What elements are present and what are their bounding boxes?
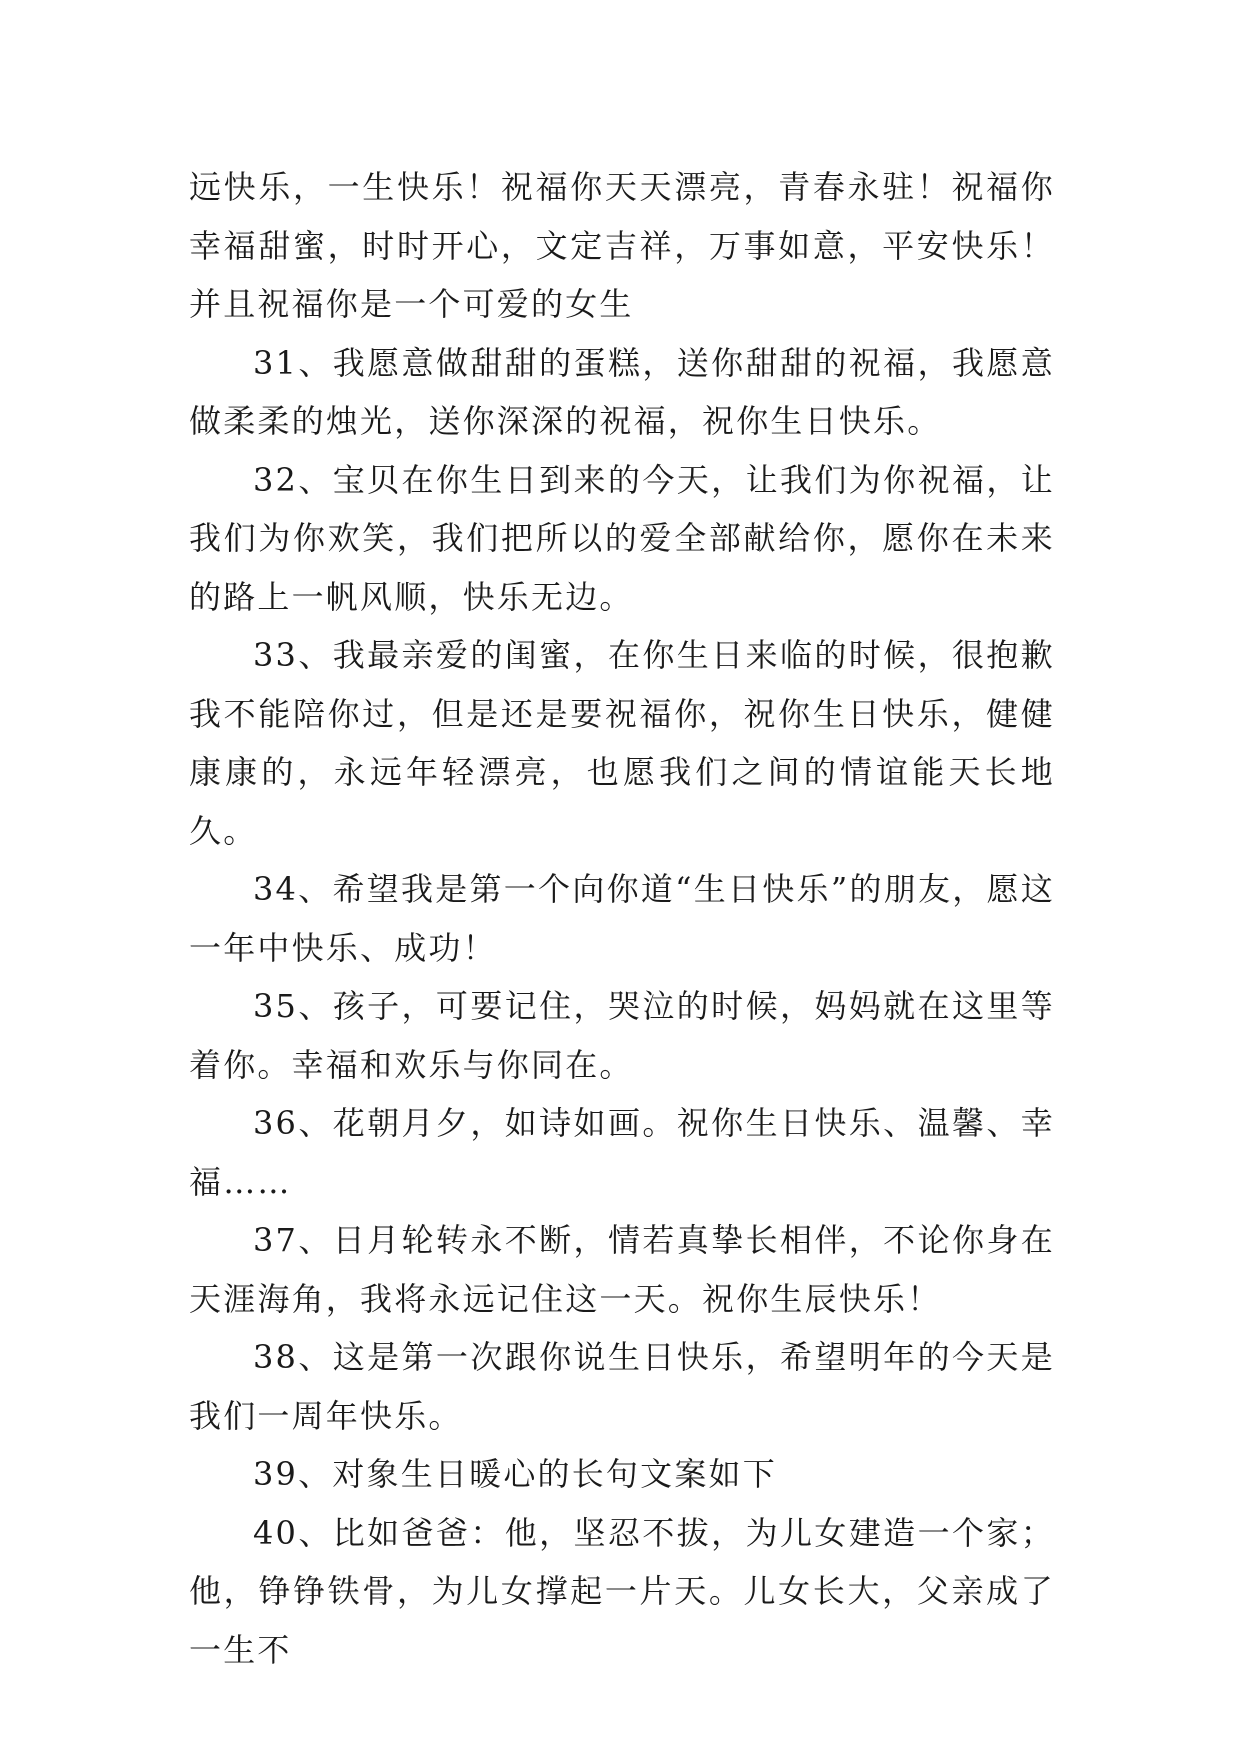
paragraph-33: 33、我最亲爱的闺蜜，在你生日来临的时候，很抱歉我不能陪你过，但是还是要祝福你，祝你生日快乐，健健康康的，永远年轻漂亮，也愿我们之间的情谊能天长地久。: [189, 636, 1055, 850]
paragraph-continuation: 远快乐，一生快乐！祝福你天天漂亮，青春永驻！祝福你幸福甜蜜，时时开心，文定吉祥，万事如意，平安快乐！并且祝福你是一个可爱的女生: [189, 168, 1055, 323]
paragraph-38: 38、这是第一次跟你说生日快乐，希望明年的今天是我们一周年快乐。: [189, 1338, 1055, 1435]
paragraph-36: 36、花朝月夕，如诗如画。祝你生日快乐、温馨、幸福……: [189, 1104, 1055, 1201]
paragraph-40: 40、比如爸爸：他，坚忍不拔，为儿女建造一个家；他，铮铮铁骨，为儿女撑起一片天。儿女长大，父亲成了一生不: [189, 1513, 1055, 1669]
paragraph-39: 39、对象生日暖心的长句文案如下: [253, 1455, 777, 1493]
paragraph-32: 32、宝贝在你生日到来的今天，让我们为你祝福，让我们为你欢笑，我们把所以的爱全部献给你，愿你在未来的路上一帆风顺，快乐无边。: [189, 460, 1055, 616]
paragraph-37: 37、日月轮转永不断，情若真挚长相伴，不论你身在天涯海角，我将永远记住这一天。祝你生辰快乐！: [189, 1221, 1055, 1318]
paragraph-31: 31、我愿意做甜甜的蛋糕，送你甜甜的祝福，我愿意做柔柔的烛光，送你深深的祝福，祝你生日快乐。: [189, 343, 1055, 440]
paragraph-35: 35、孩子，可要记住，哭泣的时候，妈妈就在这里等着你。幸福和欢乐与你同在。: [189, 987, 1055, 1084]
document-body: [189, 158, 1055, 1679]
paragraph-34: 34、希望我是第一个向你道“生日快乐”的朋友，愿这一年中快乐、成功！: [189, 870, 1055, 967]
